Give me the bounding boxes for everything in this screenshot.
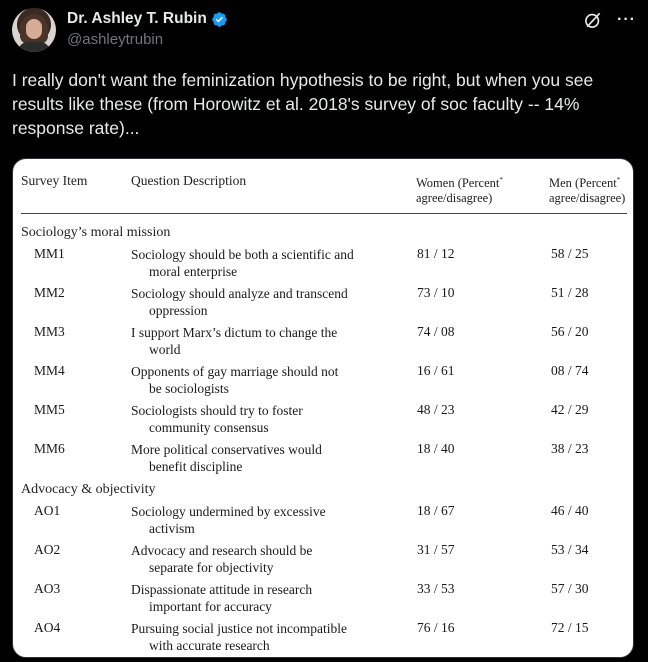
men-value: 56 / 20 [551,324,589,339]
author-handle[interactable]: @ashleytrubin [67,31,164,48]
question-description: Advocacy and research should be separate for objectivity [131,543,313,575]
men-value: 58 / 25 [551,246,589,261]
table-row [13,246,633,284]
section-title: Advocacy & objectivity [21,482,156,497]
men-value: 51 / 28 [551,285,589,300]
men-value: 42 / 29 [551,402,589,417]
tweet-header [12,8,636,56]
table-row [13,285,633,323]
question-description: Sociology should be both a scientific and moral enterprise [131,247,354,279]
header-men: Men (Percent* agree/disagree) [549,176,626,206]
men-value: 57 / 30 [551,581,589,596]
men-value: 53 / 34 [551,542,589,557]
women-value: 81 / 12 [417,246,455,261]
table-row [13,503,633,541]
tweet-text: I really don't want the feminization hypothesis to be right, but when you see results like these (from Horowitz et al. 2018's survey of soc faculty -- 14% response rate)... [12,70,594,138]
women-value: 74 / 08 [417,324,455,339]
men-value: 08 / 74 [551,363,589,378]
question-description: Pursuing social justice not incompatible with accurate research [131,621,347,653]
verified-badge-icon [211,11,228,28]
question-description: Opponents of gay marriage should not be sociologists [131,364,339,396]
question-description: Dispassionate attitude in research important for accuracy [131,582,313,614]
survey-item-id: MM2 [34,285,65,300]
header-question: Question Description [131,173,247,188]
question-description: I support Marx’s dictum to change the world [131,325,338,357]
women-value: 18 / 40 [417,441,455,456]
author-display-name[interactable]: Dr. Ashley T. Rubin [67,10,207,27]
avatar[interactable] [12,8,56,52]
table-row [13,324,633,362]
survey-table [13,159,633,657]
survey-item-id: MM1 [34,246,65,261]
women-value: 31 / 57 [417,542,455,557]
question-description: Sociology should analyze and transcend oppression [131,286,348,318]
survey-item-id: AO3 [34,581,61,596]
question-description: Sociology undermined by excessive activism [131,504,326,536]
survey-item-id: MM5 [34,402,65,417]
survey-item-id: AO1 [34,503,61,518]
table-row [13,441,633,479]
author-names [67,10,228,48]
grok-icon[interactable] [583,10,603,30]
table-row [13,363,633,401]
women-value: 33 / 53 [417,581,455,596]
survey-item-id: MM6 [34,441,65,456]
author-display-name-row[interactable] [67,10,228,28]
header-women: Women (Percent* agree/disagree) [416,176,503,206]
header-survey-item: Survey Item [21,173,88,188]
women-value: 16 / 61 [417,363,455,378]
table-row [13,581,633,619]
men-value: 38 / 23 [551,441,589,456]
question-description: Sociologists should try to foster community consensus [131,403,303,435]
women-value: 48 / 23 [417,402,455,417]
women-value: 18 / 67 [417,503,455,518]
women-value: 73 / 10 [417,285,455,300]
table-row [13,402,633,440]
section-title: Sociology’s moral mission [21,225,171,240]
survey-item-id: MM3 [34,324,65,339]
tweet-image[interactable] [12,158,634,658]
men-value: 46 / 40 [551,503,589,518]
survey-item-id: AO4 [34,620,61,635]
men-value: 72 / 15 [551,620,589,635]
header-rule [21,213,627,214]
survey-item-id: MM4 [34,363,65,378]
question-description: More political conservatives would benefit discipline [131,442,322,474]
table-row [13,620,633,658]
more-options-icon[interactable]: ··· [617,11,636,28]
survey-item-id: AO2 [34,542,61,557]
table-row [13,542,633,580]
women-value: 76 / 16 [417,620,455,635]
